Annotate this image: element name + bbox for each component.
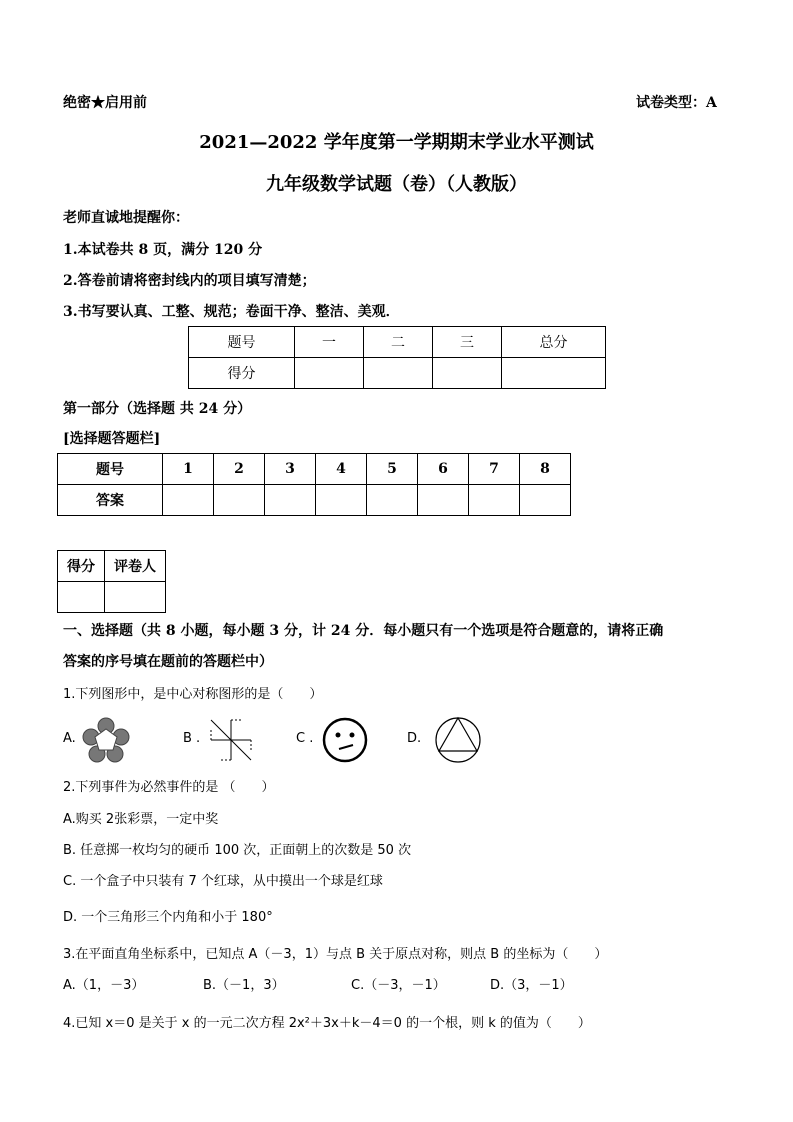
answer-cell bbox=[214, 485, 265, 516]
q3-option-b: B.（－1，3） bbox=[203, 978, 285, 993]
score-cell bbox=[364, 358, 433, 389]
q2-option-c: C. 一个盒子中只装有 7 个红球，从中摸出一个球是红球 bbox=[63, 874, 383, 889]
pentagon-flower-icon bbox=[82, 717, 130, 763]
q1-option-c-label: C . bbox=[296, 731, 314, 746]
pinwheel-icon bbox=[209, 718, 253, 762]
q1-option-a-label: A. bbox=[63, 731, 76, 746]
note-item-3: 3.书写要认真、工整、规范；卷面干净、整洁、美观． bbox=[63, 304, 400, 320]
q2-option-b: B. 任意掷一枚均匀的硬币 100 次，正面朝上的次数是 50 次 bbox=[63, 843, 412, 858]
triangle-in-circle-icon bbox=[433, 715, 483, 765]
paper-type-label: 试卷类型：A bbox=[636, 95, 717, 111]
q3-stem: 3.在平面直角坐标系中，已知点 A（－3，1）与点 B 关于原点对称，则点 B 的坐标为（ ） bbox=[63, 947, 608, 962]
confidential-label: 绝密★启用前 bbox=[63, 95, 147, 111]
score-table-header: 总分 bbox=[502, 327, 606, 358]
score-cell bbox=[433, 358, 502, 389]
answer-table-header: 6 bbox=[418, 454, 469, 485]
score-table-header: 一 bbox=[295, 327, 364, 358]
note-item-1: 1.本试卷共 8 页，满分 120 分 bbox=[63, 242, 263, 258]
answer-table bbox=[57, 453, 571, 516]
answer-table-header: 1 bbox=[163, 454, 214, 485]
answer-cell bbox=[469, 485, 520, 516]
q2-stem: 2.下列事件为必然事件的是 （ ） bbox=[63, 780, 275, 795]
q3-option-c: C.（－3，－1） bbox=[351, 978, 446, 993]
answer-table-header: 5 bbox=[367, 454, 418, 485]
answer-cell bbox=[520, 485, 571, 516]
grader-score-cell bbox=[58, 582, 105, 613]
q1-stem: 1.下列图形中，是中心对称图形的是（ ） bbox=[63, 687, 323, 702]
q3-option-a: A.（1，－3） bbox=[63, 978, 145, 993]
score-row-label: 得分 bbox=[189, 358, 295, 389]
score-cell bbox=[295, 358, 364, 389]
answer-table-header: 4 bbox=[316, 454, 367, 485]
answer-table-header: 2 bbox=[214, 454, 265, 485]
answer-row-label: 答案 bbox=[58, 485, 163, 516]
answer-cell bbox=[163, 485, 214, 516]
notes-greeting: 老师直诚地提醒你： bbox=[63, 210, 189, 226]
answer-cell bbox=[418, 485, 469, 516]
answer-table-header: 7 bbox=[469, 454, 520, 485]
answer-cell bbox=[316, 485, 367, 516]
q2-option-d: D. 一个三角形三个内角和小于 180° bbox=[63, 910, 273, 925]
answer-cell bbox=[367, 485, 418, 516]
score-table-header: 三 bbox=[433, 327, 502, 358]
part1-title: 第一部分（选择题 共 24 分） bbox=[63, 401, 252, 417]
score-table-header: 题号 bbox=[189, 327, 295, 358]
score-cell bbox=[502, 358, 606, 389]
answer-table-header: 题号 bbox=[58, 454, 163, 485]
score-table bbox=[188, 326, 606, 389]
note-item-2: 2.答卷前请将密封线内的项目填写清楚； bbox=[63, 273, 316, 289]
q1-option-d-label: D. bbox=[407, 731, 422, 746]
exam-subtitle: 九年级数学试题（卷）（人教版） bbox=[266, 174, 527, 195]
answer-table-header: 3 bbox=[265, 454, 316, 485]
answer-table-header: 8 bbox=[520, 454, 571, 485]
score-table-header: 二 bbox=[364, 327, 433, 358]
grader-score-header: 得分 bbox=[58, 551, 105, 582]
grader-table bbox=[57, 550, 166, 613]
q2-option-a: A.购买 2张彩票，一定中奖 bbox=[63, 812, 219, 827]
q1-option-b-label: B . bbox=[183, 731, 201, 746]
q4-stem: 4.已知 x＝0 是关于 x 的一元二次方程 2x²＋3x＋k－4＝0 的一个根，则 k 的值为（ ） bbox=[63, 1016, 591, 1031]
section1-title-cont: 答案的序号填在题前的答题栏中） bbox=[63, 654, 273, 670]
answer-cell bbox=[265, 485, 316, 516]
smiley-face-icon bbox=[321, 716, 369, 764]
answer-bar-title: [选择题答题栏] bbox=[63, 431, 161, 447]
grader-name-header: 评卷人 bbox=[105, 551, 166, 582]
section1-title: 一、选择题（共 8 小题，每小题 3 分，计 24 分．每小题只有一个选项是符合题意的，请将正确 bbox=[63, 623, 664, 639]
exam-title: 2021—2022 学年度第一学期期末学业水平测试 bbox=[199, 132, 594, 153]
q3-option-d: D.（3，－1） bbox=[490, 978, 573, 993]
grader-name-cell bbox=[105, 582, 166, 613]
